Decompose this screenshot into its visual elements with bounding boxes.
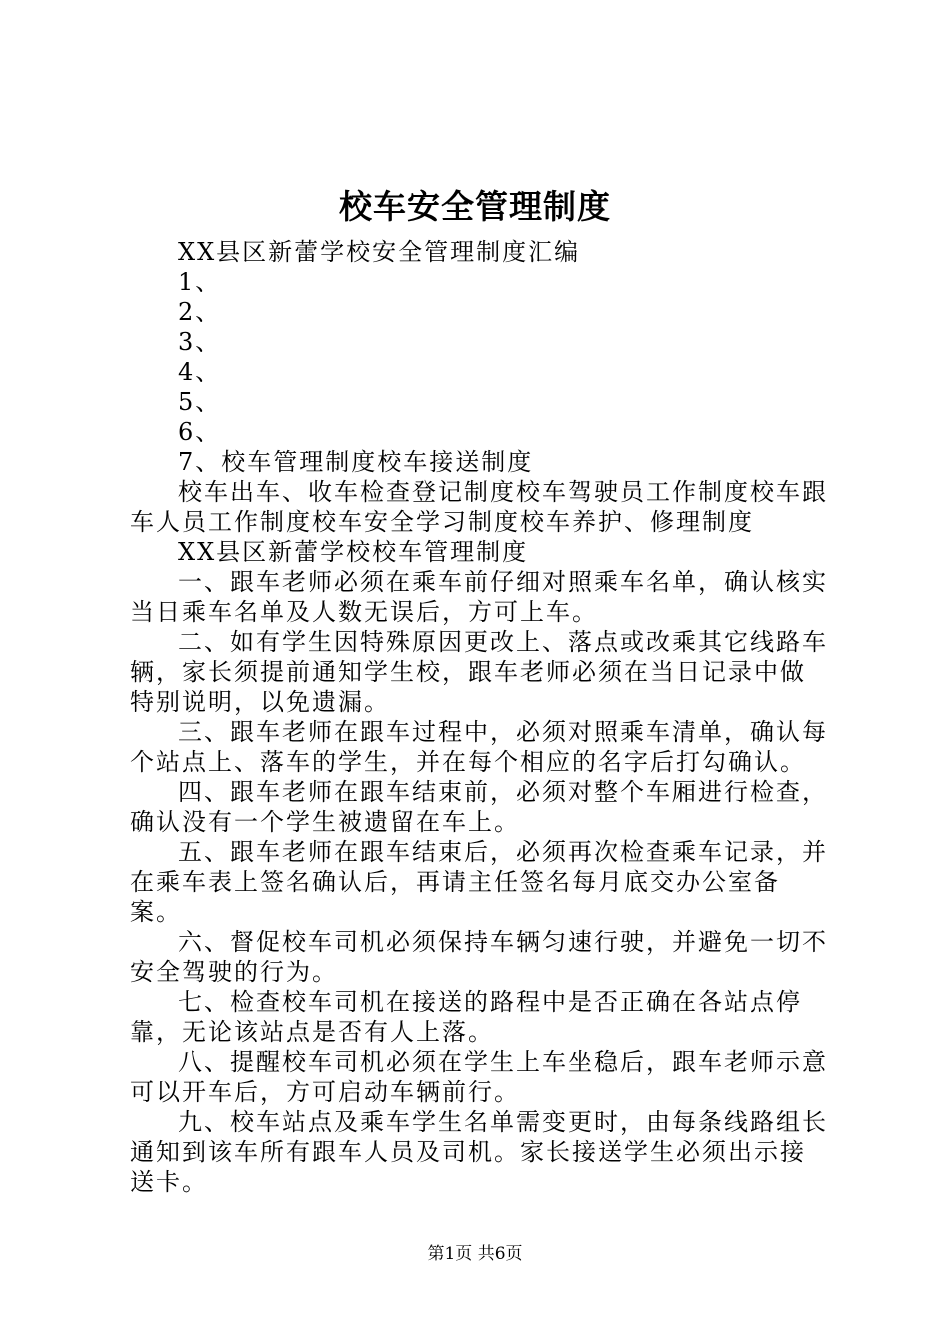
paragraph: 五、跟车老师在跟车结束后，必须再次检查乘车记录，并在乘车表上签名确认后，再请主任签名每月底交办公室备案。 <box>130 838 828 926</box>
paragraph: 三、跟车老师在跟车过程中，必须对照乘车清单，确认每个站点上、落车的学生，并在每个相应的名字后打勾确认。 <box>130 718 828 776</box>
list-item: 5、 <box>178 388 222 416</box>
paragraph: 二、如有学生因特殊原因更改上、落点或改乘其它线路车辆，家长须提前通知学生校，跟车老师必须在当日记录中做特别说明，以免遗漏。 <box>130 628 828 716</box>
document-title: 校车安全管理制度 <box>339 187 611 226</box>
list-item: 6、 <box>178 418 222 446</box>
section-heading: XX县区新蕾学校校车管理制度 <box>178 538 529 566</box>
paragraph: 六、督促校车司机必须保持车辆匀速行驶，并避免一切不安全驾驶的行为。 <box>130 928 828 986</box>
document-body <box>130 237 830 1197</box>
list-item: 2、 <box>178 298 222 326</box>
subtitle-line: XX县区新蕾学校安全管理制度汇编 <box>178 238 581 266</box>
list-item: 3、 <box>178 328 222 356</box>
paragraph: 校车出车、收车检查登记制度校车驾驶员工作制度校车跟车人员工作制度校车安全学习制度校车养护、修理制度 <box>130 478 828 536</box>
paragraph: 九、校车站点及乘车学生名单需变更时，由每条线路组长通知到该车所有跟车人员及司机。家长接送学生必须出示接送卡。 <box>130 1108 828 1196</box>
paragraph: 八、提醒校车司机必须在学生上车坐稳后，跟车老师示意可以开车后，方可启动车辆前行。 <box>130 1048 828 1106</box>
list-item: 7、校车管理制度校车接送制度 <box>178 448 534 476</box>
paragraph: 一、跟车老师必须在乘车前仔细对照乘车名单，确认核实当日乘车名单及人数无误后，方可上车。 <box>130 568 828 626</box>
paragraph: 七、检查校车司机在接送的路程中是否正确在各站点停靠，无论该站点是否有人上落。 <box>130 988 802 1046</box>
page-footer: 第1页 共6页 <box>427 1244 523 1264</box>
paragraph: 四、跟车老师在跟车结束前，必须对整个车厢进行检查，确认没有一个学生被遗留在车上。 <box>130 778 828 836</box>
list-item: 1、 <box>178 268 222 296</box>
list-item: 4、 <box>178 358 222 386</box>
